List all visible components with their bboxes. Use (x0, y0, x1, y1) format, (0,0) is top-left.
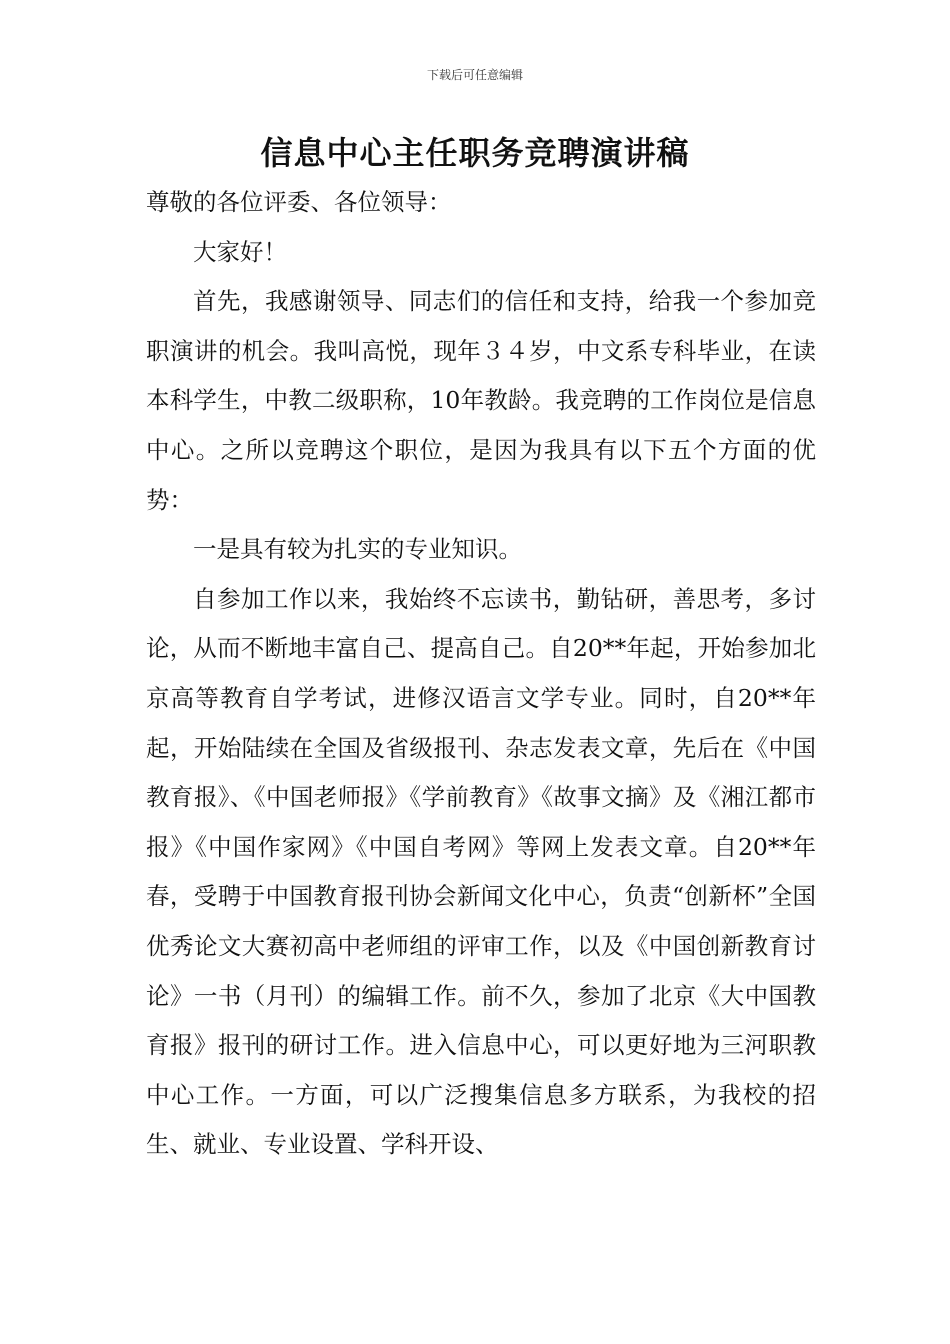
salutation: 尊敬的各位评委、各位领导： (146, 188, 452, 216)
paragraph-introduction: 首先，我感谢领导、同志们的信任和支持，给我一个参加竞职演讲的机会。我叫高悦，现年３４岁，中文系专科毕业，在读本科学生，中教二级职称，10年教龄。我竞聘的工作岗位是信息中心。之所以竞聘这个职位，是因为我具有以下五个方面的优势： (146, 287, 816, 514)
paragraph-advantage-detail: 自参加工作以来，我始终不忘读书，勤钻研，善思考，多讨论，从而不断地丰富自己、提高自己。自20**年起，开始参加北京高等教育自学考试，进修汉语言文学专业。同时，自20**年起，开始陆续在全国及省级报刊、杂志发表文章，先后在《中国教育报》、《中国老师报》《学前教育》《故事文摘》及《湘江都市报》《中国作家网》《中国自考网》等网上发表文章。自20**年春，受聘于中国教育报刊协会新闻文化中心，负责“创新杯”全国优秀论文大赛初高中老师组的评审工作，以及《中国创新教育讨论》一书（月刊）的编辑工作。前不久，参加了北京《大中国教育报》报刊的研讨工作。进入信息中心，可以更好地为三河职教中心工作。一方面，可以广泛搜集信息多方联系，为我校的招生、就业、专业设置、学科开设、 (146, 584, 816, 1159)
header-note: 下载后可任意编辑 (426, 68, 523, 82)
paragraph-advantage-heading: 一是具有较为扎实的专业知识。 (193, 535, 522, 564)
document-body (146, 178, 816, 1170)
paragraph-greeting: 大家好！ (193, 237, 287, 266)
document-title: 信息中心主任职务竞聘演讲稿 (260, 134, 690, 172)
